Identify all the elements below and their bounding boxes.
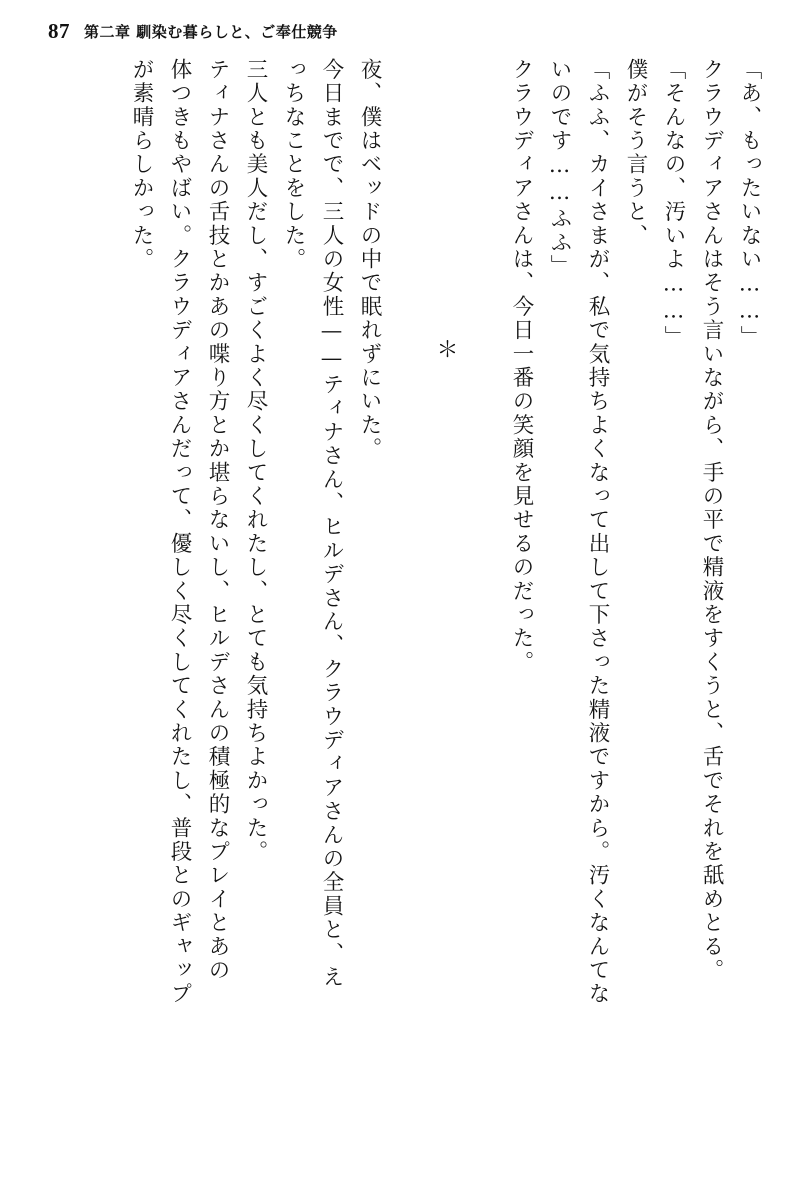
column-spacer <box>456 58 494 1176</box>
text-column: っちなことをした。 <box>281 58 306 272</box>
scene-separator: ＊ <box>433 338 458 363</box>
vertical-text-body <box>40 58 760 1182</box>
text-column: 三人とも美人だし、すごくよく尽くしてくれたし、とても気持ちよかった。 <box>243 58 268 864</box>
text-column: ティナさんの舌技とかあの喋り方とか堪らないし、ヒルデさんの積極的なプレイとあの <box>205 58 230 983</box>
text-column: いのです……ふふ」 <box>547 58 572 279</box>
text-column: 「そんなの、汚いよ……」 <box>661 58 686 350</box>
text-column: クラウディアさんは、今日一番の笑顔を見せるのだった。 <box>509 58 534 675</box>
text-column: 今日までで、三人の女性——ティナさん、ヒルデさん、クラウディアさんの全員と、え <box>319 58 344 990</box>
text-column: クラウディアさんはそう言いながら、手の平で精液をすくうと、舌でそれを舐めとる。 <box>699 58 724 983</box>
column-spacer <box>380 58 418 1176</box>
text-column: 「あ、もったいない……」 <box>737 58 762 350</box>
text-column: が素晴らしかった。 <box>129 58 154 272</box>
chapter-title: 第二章 馴染む暮らしと、ご奉仕競争 <box>84 22 338 41</box>
text-column: 体つきもやばい。クラウディアさんだって、優しく尽くしてくれたし、普段とのギャップ <box>167 58 192 1006</box>
running-header <box>48 14 752 48</box>
page-number: 87 <box>48 18 70 43</box>
text-column: 「ふふ、カイさまが、私で気持ちよくなって出して下さった精液ですから。汚くなんてな <box>585 58 610 1006</box>
text-column: 夜、僕はベッドの中で眠れずにいた。 <box>357 58 382 461</box>
text-column: 僕がそう言うと、 <box>623 58 648 248</box>
